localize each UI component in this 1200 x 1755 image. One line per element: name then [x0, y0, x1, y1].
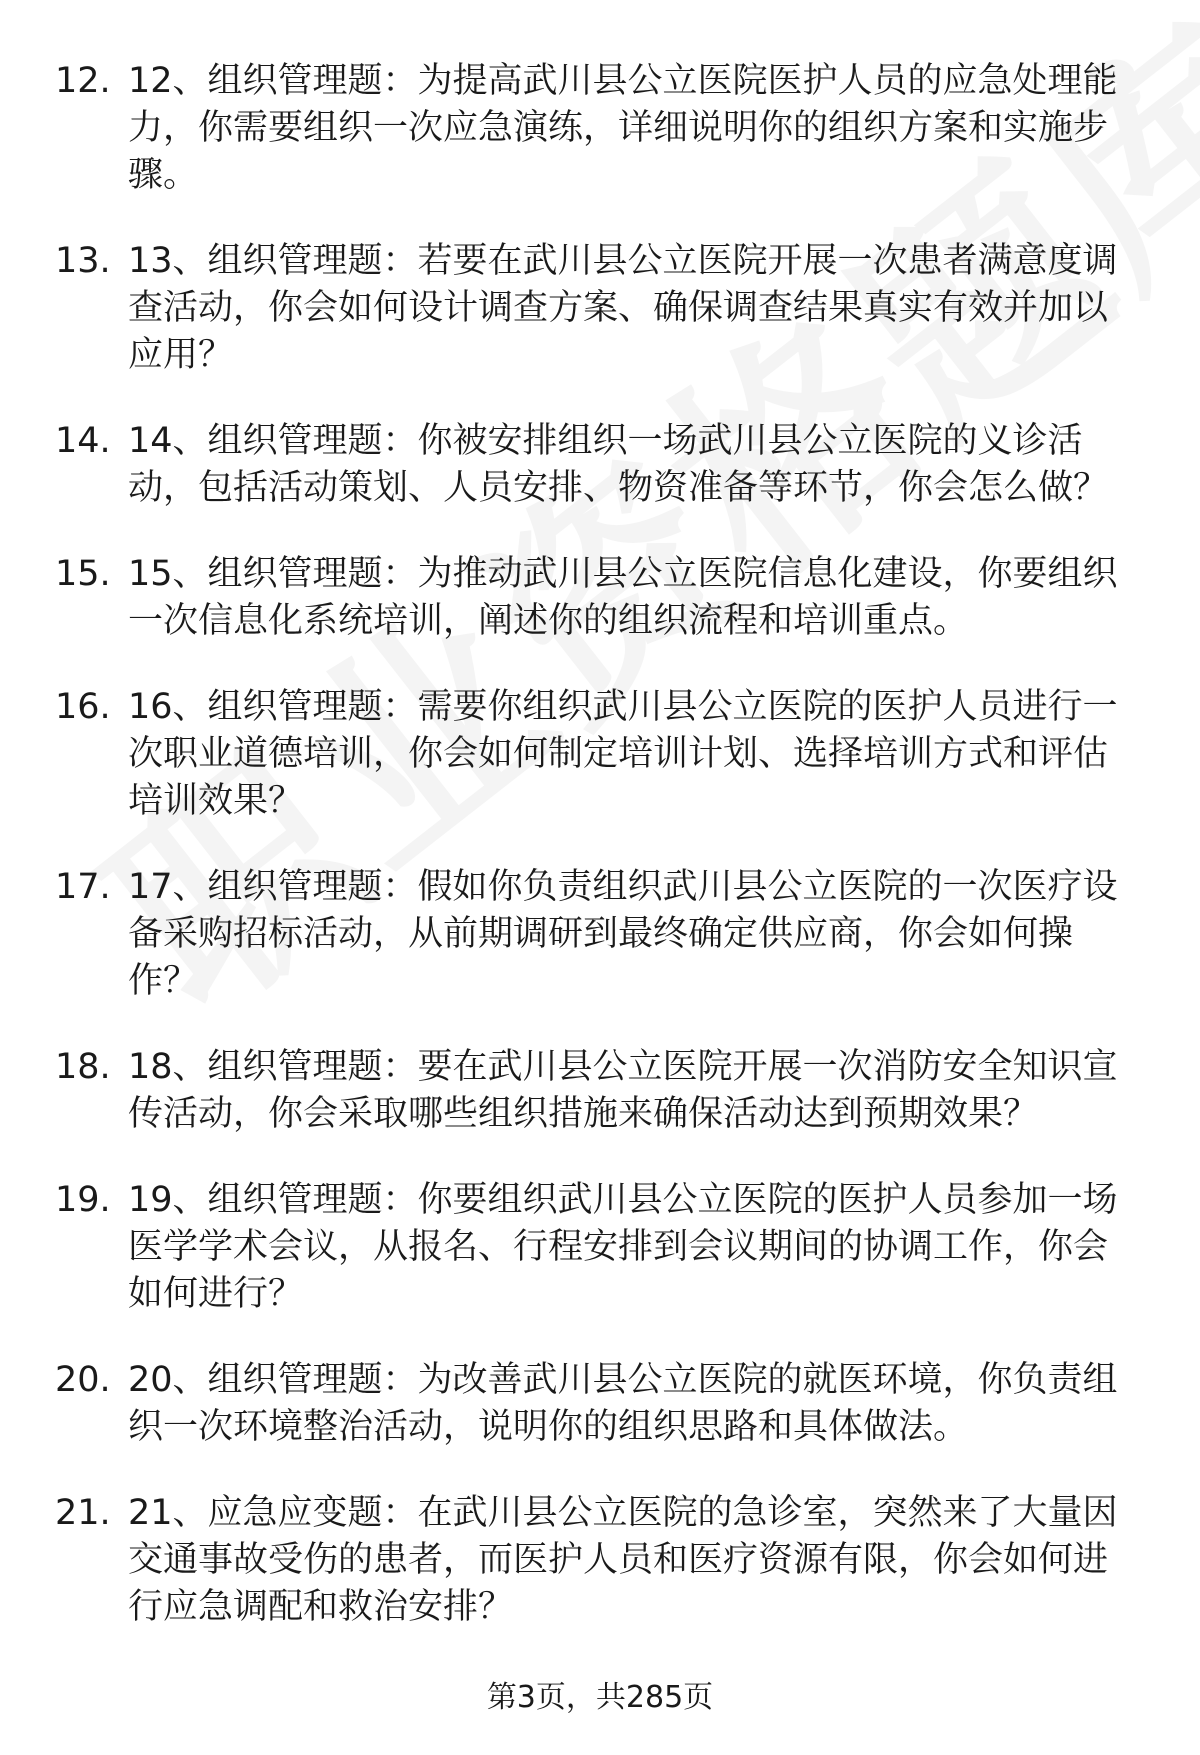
question-text: 14、组织管理题：你被安排组织一场武川县公立医院的义诊活动，包括活动策划、人员安排、物资准备等环节，你会怎么做？	[128, 421, 1109, 508]
question-number: 12.	[55, 61, 111, 101]
page-number-label: 第3页，共285页	[486, 1680, 714, 1715]
question-item	[0, 551, 1200, 645]
question-item	[0, 1044, 1200, 1138]
question-item	[0, 1177, 1200, 1318]
question-text: 13、组织管理题：若要在武川县公立医院开展一次患者满意度调查活动，你会如何设计调查方案、确保调查结果真实有效并加以应用？	[128, 241, 1118, 375]
question-item	[0, 238, 1200, 379]
question-item	[0, 1357, 1200, 1451]
question-list	[0, 58, 1200, 1670]
question-number: 17.	[55, 867, 111, 907]
question-item	[0, 418, 1200, 512]
question-number: 13.	[55, 241, 111, 281]
question-text: 17、组织管理题：假如你负责组织武川县公立医院的一次医疗设备采购招标活动，从前期调研到最终确定供应商，你会如何操作？	[128, 867, 1118, 1001]
question-text: 19、组织管理题：你要组织武川县公立医院的医护人员参加一场医学学术会议，从报名、行程安排到会议期间的协调工作，你会如何进行？	[128, 1180, 1118, 1314]
question-number: 15.	[55, 554, 111, 594]
question-item	[0, 58, 1200, 199]
question-item	[0, 864, 1200, 1005]
question-number: 21.	[55, 1493, 111, 1533]
question-text: 15、组织管理题：为推动武川县公立医院信息化建设，你要组织一次信息化系统培训，阐述你的组织流程和培训重点。	[128, 554, 1118, 641]
question-number: 16.	[55, 687, 111, 727]
question-text: 21、应急应变题：在武川县公立医院的急诊室，突然来了大量因交通事故受伤的患者，而医护人员和医疗资源有限，你会如何进行应急调配和救治安排？	[128, 1493, 1118, 1627]
question-text: 12、组织管理题：为提高武川县公立医院医护人员的应急处理能力，你需要组织一次应急演练，详细说明你的组织方案和实施步骤。	[128, 61, 1118, 195]
question-number: 18.	[55, 1047, 111, 1087]
question-text: 18、组织管理题：要在武川县公立医院开展一次消防安全知识宣传活动，你会采取哪些组织措施来确保活动达到预期效果？	[128, 1047, 1118, 1134]
question-number: 14.	[55, 421, 111, 461]
question-text: 20、组织管理题：为改善武川县公立医院的就医环境，你负责组织一次环境整治活动，说明你的组织思路和具体做法。	[128, 1360, 1118, 1447]
page-footer	[0, 1678, 1200, 1718]
question-item	[0, 1490, 1200, 1631]
question-number: 19.	[55, 1180, 111, 1220]
question-text: 16、组织管理题：需要你组织武川县公立医院的医护人员进行一次职业道德培训，你会如何制定培训计划、选择培训方式和评估培训效果？	[128, 687, 1118, 821]
question-item	[0, 684, 1200, 825]
question-number: 20.	[55, 1360, 111, 1400]
